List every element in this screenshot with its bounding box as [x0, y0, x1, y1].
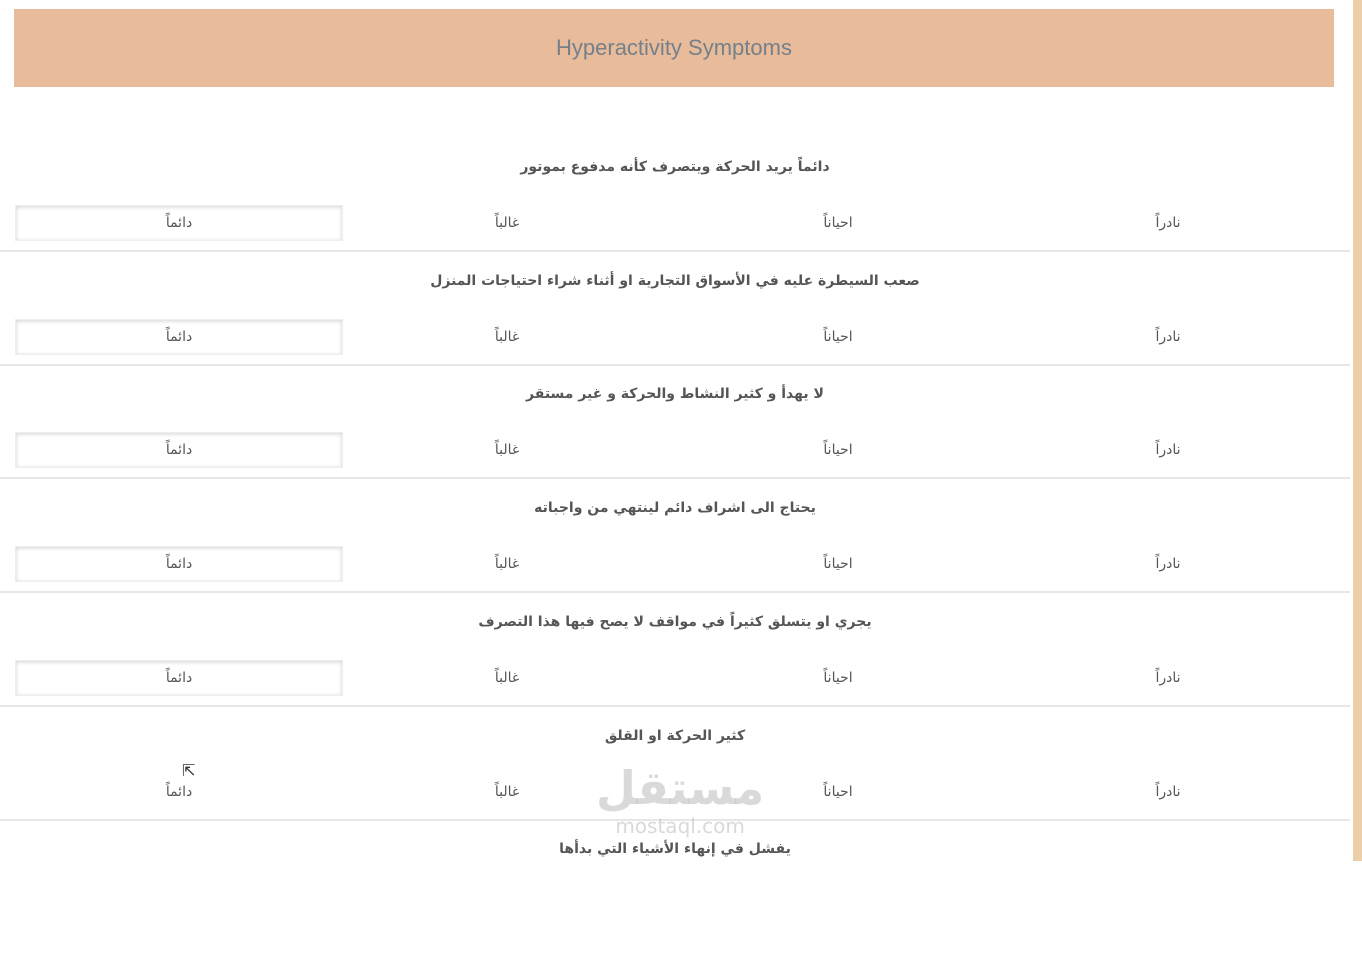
- row-divider: [0, 705, 1350, 707]
- option-always[interactable]: دائماً: [15, 205, 343, 241]
- option-rarely[interactable]: نادراً: [1155, 556, 1181, 573]
- row-divider: [0, 477, 1350, 479]
- option-always[interactable]: دائماً: [15, 319, 343, 355]
- option-sometimes[interactable]: احياناً: [823, 328, 853, 345]
- option-often[interactable]: غالباً: [494, 328, 520, 345]
- option-often[interactable]: غالباً: [494, 215, 520, 231]
- question-row: [0, 159, 1350, 282]
- question-row: [0, 500, 1350, 623]
- question-row: [0, 386, 1350, 509]
- question-row: [0, 841, 1350, 964]
- option-sometimes[interactable]: احياناً: [823, 215, 853, 231]
- mouse-cursor-icon: ⇱: [182, 761, 196, 780]
- option-often[interactable]: غالباً: [494, 442, 520, 459]
- question-text: لا يهدأ و كثير النشاط والحركة و غير مستقر: [526, 386, 824, 403]
- section-title: Hyperactivity Symptoms: [556, 35, 792, 60]
- question-text: صعب السيطرة عليه في الأسواق التجارية او أثناء شراء احتياجات المنزل: [430, 272, 920, 289]
- watermark-latin: mostaql.com: [615, 814, 745, 838]
- option-sometimes[interactable]: احياناً: [823, 442, 853, 459]
- watermark-arabic: مستقل: [596, 761, 765, 815]
- option-sometimes[interactable]: احياناً: [823, 669, 853, 686]
- option-often[interactable]: غالباً: [494, 556, 520, 573]
- question-text: يجري او يتسلق كثيراً في مواقف لا يصح فيها هذا التصرف: [478, 613, 872, 630]
- option-always[interactable]: دائماً: [165, 783, 193, 800]
- option-always[interactable]: دائماً: [15, 660, 343, 696]
- option-sometimes[interactable]: احياناً: [823, 556, 853, 573]
- option-often[interactable]: غالباً: [494, 783, 520, 800]
- option-always[interactable]: دائماً: [15, 432, 343, 468]
- option-sometimes[interactable]: احياناً: [823, 783, 853, 800]
- option-rarely[interactable]: نادراً: [1155, 669, 1181, 686]
- watermark-logo: [596, 760, 764, 836]
- question-text: يحتاج الى اشراف دائم لينتهي من واجباته: [534, 500, 816, 517]
- row-divider: [0, 250, 1350, 252]
- option-rarely[interactable]: نادراً: [1155, 783, 1181, 800]
- option-often[interactable]: غالباً: [494, 669, 520, 686]
- row-divider: [0, 591, 1350, 593]
- row-divider: [0, 364, 1350, 366]
- question-row: [0, 613, 1350, 737]
- option-rarely[interactable]: نادراً: [1155, 328, 1181, 345]
- section-header: [14, 9, 1334, 87]
- question-text: كثير الحركة او القلق: [604, 727, 746, 744]
- option-rarely[interactable]: نادراً: [1155, 442, 1181, 459]
- question-text: يفشل في إنهاء الأشياء التي بدأها: [559, 841, 791, 858]
- question-row: [0, 272, 1350, 396]
- question-text: دائماً يريد الحركة ويتصرف كأنه مدفوع بموتور: [520, 159, 830, 175]
- page-edge: [1353, 0, 1362, 861]
- option-rarely[interactable]: نادراً: [1155, 215, 1181, 231]
- option-always[interactable]: دائماً: [15, 546, 343, 582]
